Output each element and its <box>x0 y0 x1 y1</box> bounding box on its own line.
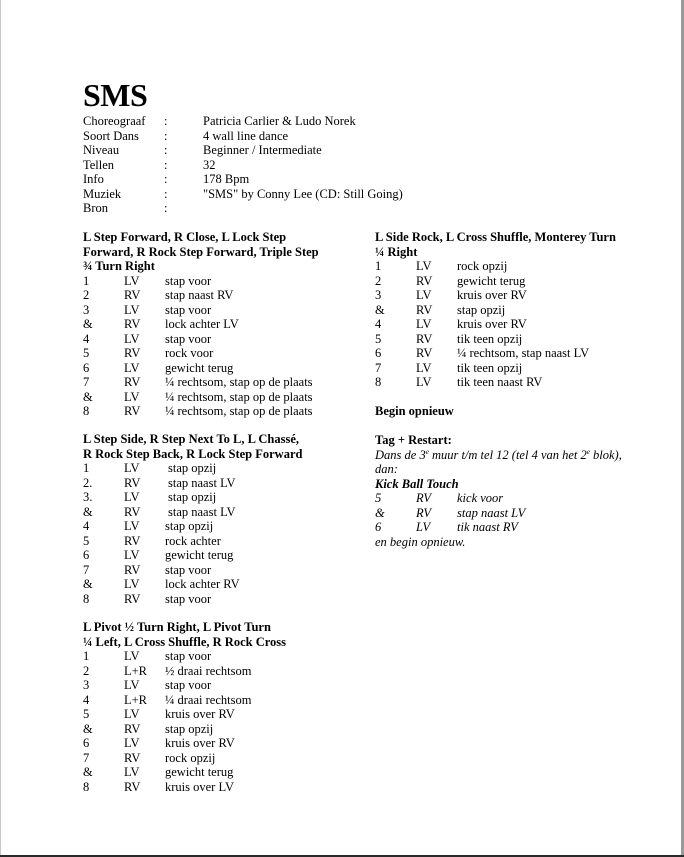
step-foot: LV <box>416 360 432 375</box>
meta-value: "SMS" by Conny Lee (CD: Still Going) <box>203 186 403 201</box>
step-foot: RV <box>416 302 433 317</box>
meta-separator: : <box>164 143 168 157</box>
step-description: stap voor <box>165 649 212 663</box>
step-row <box>375 332 675 347</box>
step-description: kick voor <box>457 491 504 505</box>
step-foot: LV <box>416 288 432 302</box>
section-3 <box>83 620 363 794</box>
step-foot: LV <box>124 490 140 504</box>
step-description: kruis over RV <box>165 736 235 750</box>
step-foot: RV <box>124 591 141 606</box>
meta-separator: : <box>164 186 168 201</box>
meta-label: Tellen <box>83 157 115 172</box>
step-count: 1 <box>83 649 90 663</box>
step-count: 2. <box>83 475 93 490</box>
step-foot: RV <box>124 533 141 548</box>
step-description: rock achter <box>165 533 221 548</box>
section-2 <box>83 432 363 606</box>
step-description: rock opzij <box>165 750 216 765</box>
step-count: 6 <box>375 346 382 360</box>
step-description: lock achter RV <box>165 577 240 591</box>
step-foot: LV <box>124 736 140 750</box>
step-list <box>375 259 675 390</box>
step-row <box>83 693 363 708</box>
section-title-line: L Step Forward, R Close, L Lock Step <box>83 230 287 244</box>
section-1 <box>83 230 363 419</box>
step-count: & <box>83 577 93 591</box>
step-count: 3. <box>83 490 93 504</box>
meta-value: Patricia Carlier & Ludo Norek <box>203 114 356 128</box>
step-foot: RV <box>416 346 433 360</box>
step-description: tik teen opzij <box>457 331 523 346</box>
step-description: ¼ rechtsom, stap op de plaats <box>165 389 313 404</box>
step-row <box>83 707 363 722</box>
meta-separator: : <box>164 201 168 215</box>
step-row <box>375 317 675 332</box>
step-foot: L+R <box>124 663 148 678</box>
step-description: stap opzij <box>168 490 217 504</box>
step-count: 6 <box>83 736 90 750</box>
step-count: & <box>375 505 385 520</box>
meta-row-level <box>83 143 403 158</box>
step-foot: RV <box>124 404 141 418</box>
meta-row-source <box>83 201 403 216</box>
step-count: 4 <box>83 692 90 707</box>
step-row <box>83 678 363 693</box>
step-description: stap opzij <box>165 721 214 736</box>
step-count: 4 <box>83 519 90 533</box>
step-description: ¼ draai rechtsom <box>165 692 252 707</box>
step-description: stap naast RV <box>165 288 234 302</box>
step-description: kruis over RV <box>457 288 527 302</box>
section-title <box>375 230 675 259</box>
step-description: lock achter LV <box>165 317 239 331</box>
step-row <box>83 563 363 578</box>
step-description: ½ draai rechtsom <box>165 663 252 678</box>
step-row <box>83 361 363 376</box>
step-foot: RV <box>124 562 141 577</box>
meta-value: 32 <box>203 157 216 172</box>
step-row <box>83 577 363 592</box>
step-description: kruis over RV <box>165 707 235 721</box>
step-foot: LV <box>416 520 431 534</box>
step-count: 7 <box>83 375 90 389</box>
step-row <box>83 346 363 361</box>
meta-row-dance-type <box>83 129 403 144</box>
step-count: 5 <box>83 707 90 721</box>
step-count: 3 <box>375 288 382 302</box>
meta-separator: : <box>164 172 168 186</box>
step-description: gewicht terug <box>165 360 234 375</box>
step-row <box>375 361 675 376</box>
step-count: 2 <box>83 288 90 302</box>
step-row <box>375 288 675 303</box>
meta-label: Bron <box>83 201 108 215</box>
step-row <box>83 317 363 332</box>
step-foot: RV <box>124 346 141 360</box>
begin-again-label: Begin opnieuw <box>375 404 454 418</box>
section-title-line: L Side Rock, L Cross Shuffle, Monterey Turn <box>375 230 616 244</box>
section-title-line: Forward, R Rock Step Forward, Triple Step <box>83 244 319 259</box>
section-title <box>83 230 363 274</box>
step-row <box>375 506 675 521</box>
section-4 <box>375 230 675 549</box>
step-description: gewicht terug <box>457 273 526 288</box>
step-count: 1 <box>83 273 90 288</box>
step-row <box>375 303 675 318</box>
tag-subtitle: Kick Ball Touch <box>375 476 459 491</box>
step-foot: LV <box>124 360 140 375</box>
meta-label: Choreograaf <box>83 114 146 128</box>
step-foot: LV <box>416 317 432 331</box>
step-description: rock opzij <box>457 259 508 273</box>
step-description: stap naast LV <box>168 475 236 490</box>
step-count: 8 <box>375 375 382 389</box>
step-foot: LV <box>124 273 140 288</box>
section-title <box>83 620 363 649</box>
step-row <box>83 722 363 737</box>
step-description: stap naast LV <box>168 504 236 519</box>
step-list <box>83 649 363 794</box>
section-title <box>83 432 363 461</box>
step-count: 3 <box>83 678 90 692</box>
section-title-line: ¼ Left, L Cross Shuffle, R Rock Cross <box>83 634 287 649</box>
step-foot: RV <box>124 779 141 794</box>
tag-restart-block <box>375 433 675 549</box>
tag-title: Tag + Restart: <box>375 433 452 447</box>
step-row <box>375 274 675 289</box>
step-row <box>83 592 363 607</box>
step-description: stap voor <box>165 562 212 577</box>
step-count: 7 <box>375 360 382 375</box>
step-count: 5 <box>83 346 90 360</box>
step-row <box>375 259 675 274</box>
step-foot: RV <box>124 475 141 490</box>
meta-row-counts <box>83 158 403 173</box>
step-row <box>375 346 675 361</box>
step-row <box>83 505 363 520</box>
step-foot: RV <box>124 504 141 519</box>
step-row <box>375 520 675 535</box>
step-foot: L+R <box>124 692 148 707</box>
step-description: tik teen opzij <box>457 360 523 375</box>
step-count: 2 <box>375 273 382 288</box>
step-row <box>83 490 363 505</box>
step-row <box>83 274 363 289</box>
step-description: gewicht terug <box>165 548 234 562</box>
meta-separator: : <box>164 128 168 143</box>
step-description: stap voor <box>165 302 212 317</box>
step-list <box>83 274 363 419</box>
step-count: 1 <box>83 461 90 475</box>
meta-row-music <box>83 187 403 202</box>
step-count: & <box>83 389 93 404</box>
step-foot: LV <box>124 331 140 346</box>
step-row <box>83 534 363 549</box>
step-row <box>375 375 675 390</box>
step-count: 5 <box>83 533 90 548</box>
step-count: 8 <box>83 404 90 418</box>
section-title-line: ¾ Turn Right <box>83 259 155 273</box>
step-count: 6 <box>375 520 382 534</box>
meta-separator: : <box>164 157 168 172</box>
meta-value: Beginner / Intermediate <box>203 143 322 157</box>
step-count: 6 <box>83 548 90 562</box>
step-foot: RV <box>124 375 141 389</box>
step-row <box>83 649 363 664</box>
step-count: 3 <box>83 302 90 317</box>
step-foot: RV <box>124 288 141 302</box>
step-row <box>83 548 363 563</box>
tag-instruction-text: muur t/m tel 12 (tel 4 van het 2 <box>428 447 587 462</box>
step-count: 5 <box>375 491 382 505</box>
step-count: 4 <box>83 331 90 346</box>
step-count: 4 <box>375 317 382 331</box>
step-count: 7 <box>83 750 90 765</box>
step-row <box>83 751 363 766</box>
tag-step-list <box>375 491 675 535</box>
step-foot: LV <box>124 519 140 533</box>
section-title-line: R Rock Step Back, R Lock Step Forward <box>83 446 303 461</box>
ordinal-suffix: e <box>586 447 590 456</box>
step-description: stap naast LV <box>457 505 526 520</box>
step-row <box>83 476 363 491</box>
step-foot: LV <box>124 707 140 721</box>
step-foot: LV <box>124 577 140 591</box>
step-foot: RV <box>416 331 433 346</box>
step-description: stap voor <box>165 678 212 692</box>
step-foot: RV <box>124 317 141 331</box>
meta-label: Soort Dans <box>83 128 139 143</box>
step-foot: RV <box>416 505 432 520</box>
step-count: 5 <box>375 331 382 346</box>
step-foot: RV <box>416 273 433 288</box>
step-count: & <box>83 721 93 736</box>
step-count: 8 <box>83 779 90 794</box>
ordinal-suffix: e <box>425 447 429 456</box>
dance-info-table <box>83 114 403 216</box>
meta-row-choreographer <box>83 114 403 129</box>
tag-closing: en begin opnieuw. <box>375 534 466 549</box>
step-description: stap opzij <box>165 519 214 533</box>
step-description: tik teen naast RV <box>457 375 543 389</box>
tag-instruction-line2: dan: <box>375 462 398 476</box>
step-foot: LV <box>124 548 140 562</box>
step-foot: RV <box>124 721 141 736</box>
step-row <box>375 491 675 506</box>
section-title-line: ¼ Right <box>375 244 418 259</box>
step-list <box>83 461 363 606</box>
step-count: 2 <box>83 663 90 678</box>
step-foot: LV <box>124 302 140 317</box>
tag-instruction-text: Dans de 3 <box>375 447 426 462</box>
step-row <box>83 765 363 780</box>
step-foot: LV <box>124 649 140 663</box>
tag-instruction-text: blok), <box>589 447 622 462</box>
step-description: kruis over LV <box>165 779 234 794</box>
step-foot: LV <box>416 259 432 273</box>
step-foot: LV <box>124 389 140 404</box>
step-row <box>83 519 363 534</box>
step-row <box>83 390 363 405</box>
meta-separator: : <box>164 114 168 128</box>
step-description: stap opzij <box>457 302 506 317</box>
step-row <box>83 461 363 476</box>
step-description: stap voor <box>165 331 212 346</box>
step-description: ¼ rechtsom, stap naast LV <box>457 346 590 360</box>
step-count: 6 <box>83 360 90 375</box>
step-foot: RV <box>416 491 432 505</box>
step-foot: LV <box>124 461 140 475</box>
step-description: rock voor <box>165 346 214 360</box>
meta-value: 4 wall line dance <box>203 128 289 143</box>
step-count: & <box>83 765 93 779</box>
meta-value: 178 Bpm <box>203 172 250 186</box>
step-description: tik naast RV <box>457 520 518 534</box>
step-row <box>83 375 363 390</box>
step-row <box>83 780 363 795</box>
meta-label: Niveau <box>83 143 120 157</box>
section-title-line: L Pivot ½ Turn Right, L Pivot Turn <box>83 620 271 634</box>
step-count: & <box>83 317 93 331</box>
step-description: ¼ rechtsom, stap op de plaats <box>165 375 313 389</box>
step-row <box>83 664 363 679</box>
step-description: ¼ rechtsom, stap op de plaats <box>165 404 313 418</box>
step-description: kruis over RV <box>457 317 527 331</box>
step-count: 1 <box>375 259 382 273</box>
meta-label: Info <box>83 172 104 186</box>
step-foot: RV <box>124 750 141 765</box>
step-count: 8 <box>83 591 90 606</box>
step-row <box>83 303 363 318</box>
dance-title: SMS <box>83 77 148 113</box>
meta-row-info <box>83 172 403 187</box>
step-foot: LV <box>124 765 140 779</box>
step-description: gewicht terug <box>165 765 234 779</box>
step-description: stap opzij <box>168 461 217 475</box>
step-row <box>83 332 363 347</box>
step-row <box>83 404 363 419</box>
step-foot: LV <box>416 375 432 389</box>
step-count: & <box>375 302 385 317</box>
step-row <box>83 736 363 751</box>
step-row <box>83 288 363 303</box>
meta-label: Muziek <box>83 186 122 201</box>
step-description: stap voor <box>165 273 212 288</box>
section-title-line: L Step Side, R Step Next To L, L Chassé, <box>83 432 300 446</box>
step-description: stap voor <box>165 591 212 606</box>
step-count: 7 <box>83 562 90 577</box>
step-count: & <box>83 504 93 519</box>
step-foot: LV <box>124 678 140 692</box>
tag-instruction <box>375 448 675 463</box>
